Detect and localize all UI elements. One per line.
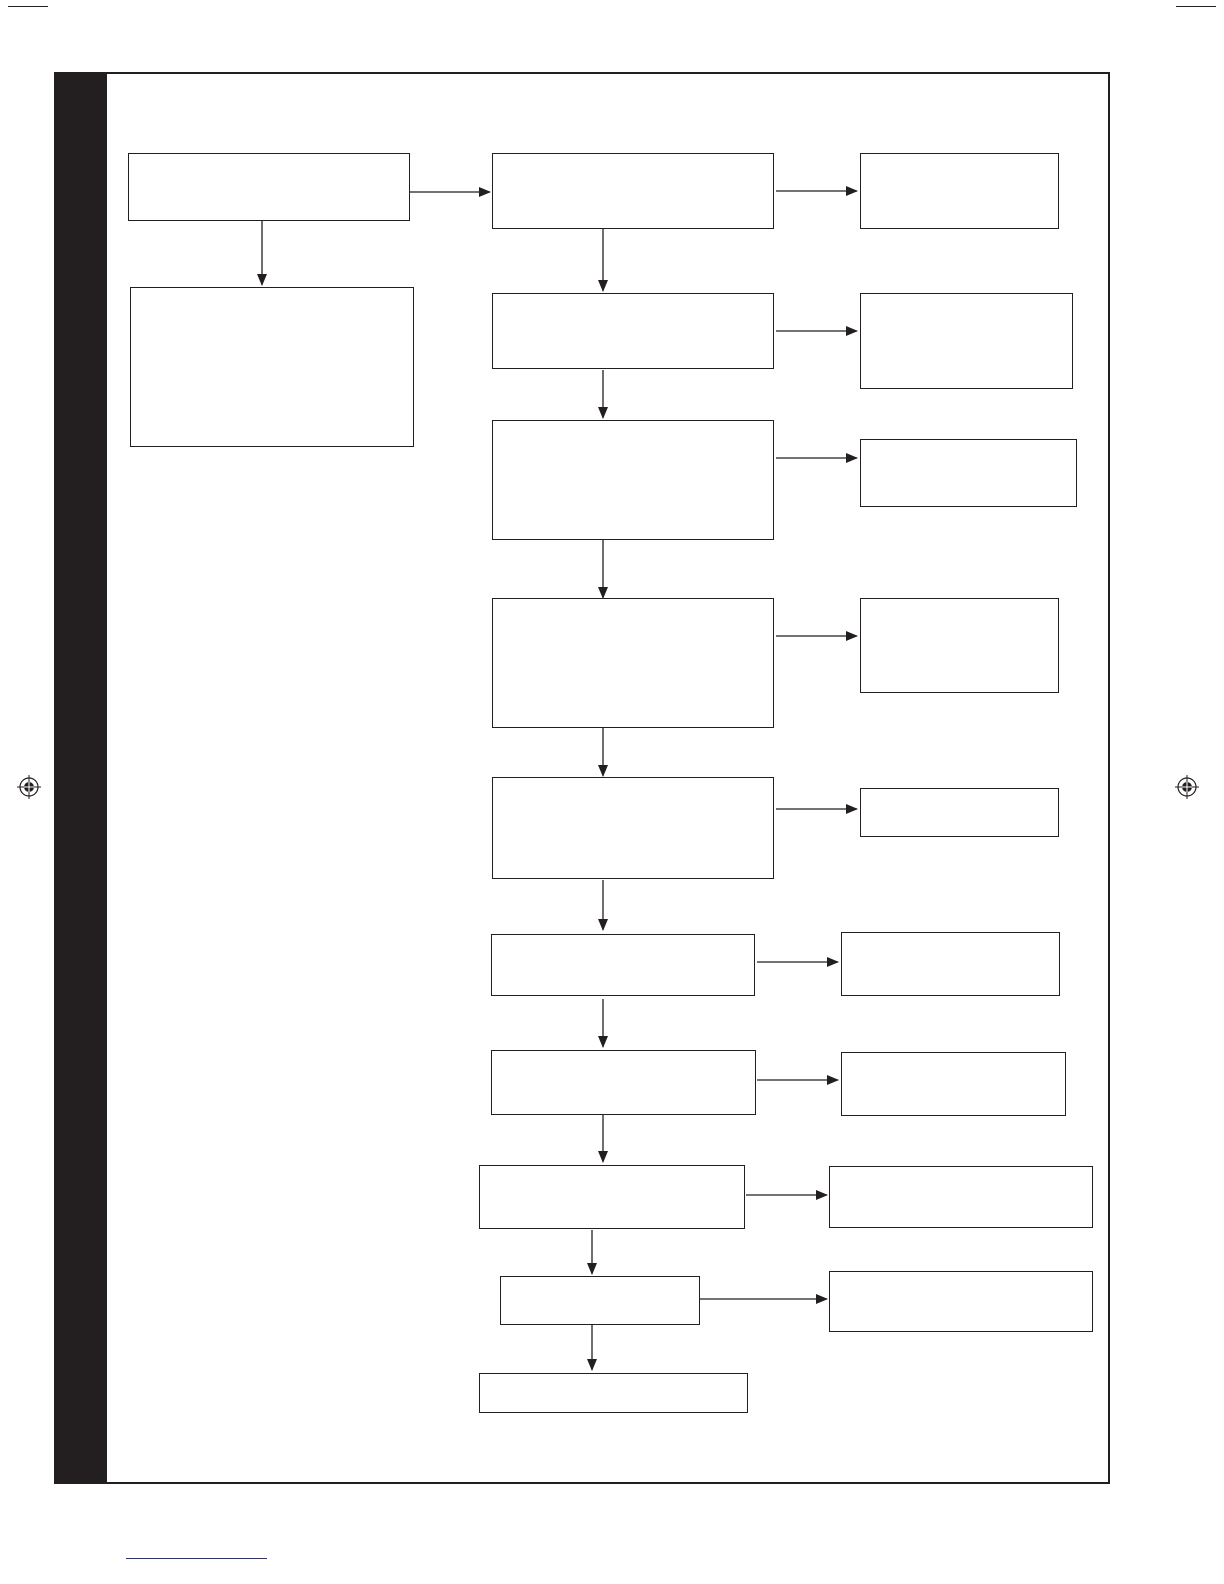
flowchart-node <box>860 293 1073 389</box>
flowchart-node <box>492 420 774 540</box>
flowchart-node <box>479 1373 748 1413</box>
flowchart-node <box>860 788 1059 837</box>
flowchart-node <box>860 598 1059 693</box>
flowchart-node <box>500 1276 700 1325</box>
flowchart-node <box>841 932 1060 996</box>
flowchart-node <box>492 153 774 229</box>
flowchart-node <box>860 439 1077 507</box>
flowchart-node <box>492 598 774 728</box>
flowchart-node <box>130 287 414 447</box>
flowchart-node <box>492 293 774 369</box>
flowchart-node <box>479 1165 745 1229</box>
flowchart-node <box>860 153 1059 229</box>
flowchart-node <box>829 1166 1093 1228</box>
flowchart-node <box>128 153 410 221</box>
footer-rule <box>126 1558 267 1559</box>
flowchart-node <box>829 1271 1093 1332</box>
flowchart-node <box>492 777 774 879</box>
flowchart-node <box>841 1052 1066 1116</box>
flowchart-node <box>491 934 755 996</box>
flowchart-node <box>491 1050 756 1115</box>
